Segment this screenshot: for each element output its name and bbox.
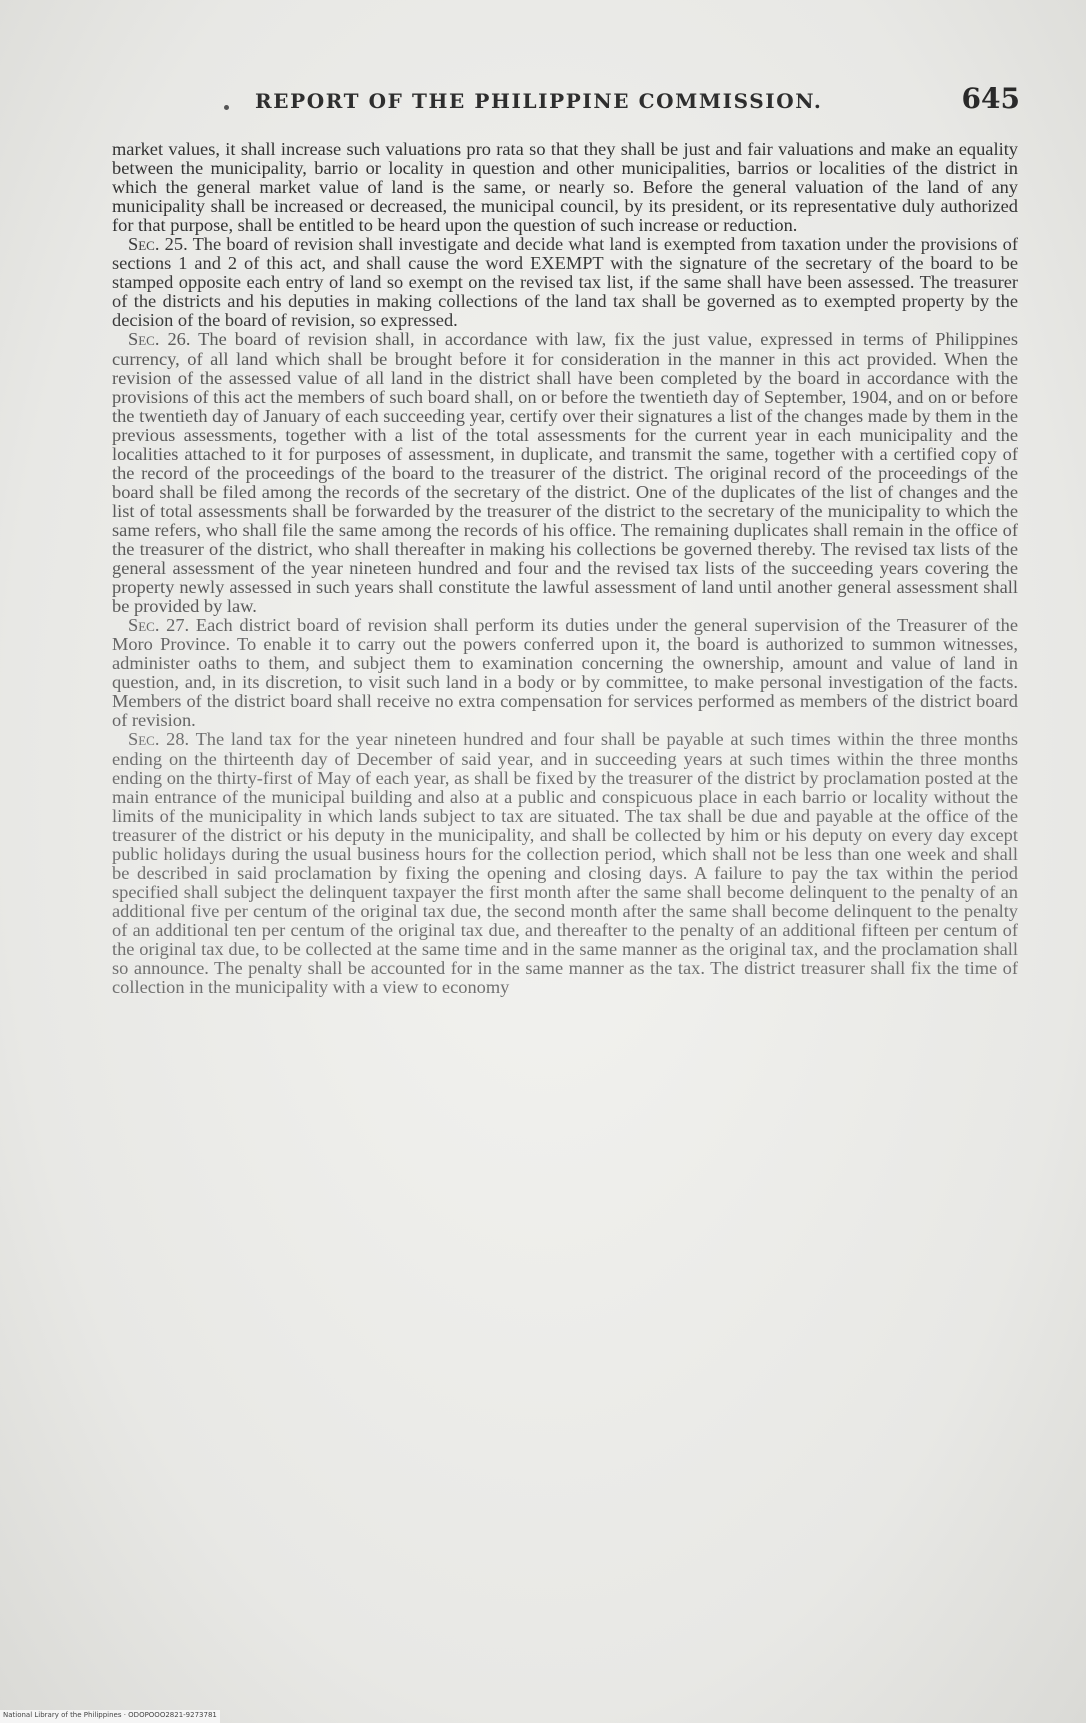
- report-title: REPORT OF THE PHILIPPINE COMMISSION.: [255, 89, 823, 113]
- header-dot: [224, 105, 229, 110]
- page-number: 645: [961, 82, 1020, 115]
- body-text: [112, 140, 1018, 997]
- paragraph-continued: [112, 140, 1018, 235]
- paragraph-text: The land tax for the year nineteen hundred and four shall be payable at such times within the three months ending on the thirteenth day of December of said year, and in succeeding years at such times within the three months ending on the thirty-first of May of each year, as shall be fixed by the treasurer of the district by proclamation posted at the main entrance of the municipal building and also at a public and conspicuous place in each barrio or locality without the limits of the municipality in which lands subject to tax are situated. The tax shall be due and payable at the office of the treasurer of the district or his deputy in the municipality, and shall be collected by him or his deputy on every day except public holidays during the usual business hours for the collection period, which shall not be less than one week and shall be described in said proclamation by fixing the opening and closing days. A failure to pay the tax within the period specified shall subject the delinquent taxpayer the first month after the same shall become delinquent to the penalty of an additional five per centum of the original tax due, the second month after the same shall become delinquent to the penalty of an additional ten per centum of the original tax due, and thereafter to the penalty of an additional fifteen per centum of the original tax due, to be collected at the same time and in the same manner as the original tax, and the proclamation shall so announce. The penalty shall be accounted for in the same manner as the tax. The district treasurer shall fix the time of collection in the municipality with a view to economy: [112, 729, 1018, 998]
- paragraph-section-27: [112, 616, 1018, 730]
- source-footer: National Library of the Philippines · ODOPOOO2821-9273781: [0, 1710, 220, 1723]
- paragraph-text: The board of revision shall investigate and decide what land is exempted from taxation under the provisions of sections 1 and 2 of this act, and shall cause the word EXEMPT with the signature of the secretary of the board to be stamped opposite each entry of land so exempt on the revised tax list, if the same shall have been assessed. The treasurer of the districts and his deputies in making collections of the land tax shall be governed as to exempted property by the decision of the board of revision, so expressed.: [112, 234, 1018, 331]
- section-label: Sec. 27.: [128, 615, 190, 636]
- section-label: Sec. 26.: [128, 329, 191, 350]
- paragraph-section-28: [112, 730, 1018, 997]
- page-header: [255, 82, 1020, 115]
- paragraph-section-25: [112, 235, 1018, 330]
- paragraph-text: The board of revision shall, in accordance with law, fix the just value, expressed in terms of Philippines currency, of all land which shall be brought before it for consideration in the manner in this act provided. When the revision of the assessed value of all land in the district shall have been completed by the board in accordance with the provisions of this act the members of such board shall, on or before the twentieth day of September, 1904, and on or before the twentieth day of January of each succeeding year, certify over their signatures a list of the changes made by them in the previous assessments, together with a list of the total assessments for the current year in each municipality and the localities attached to it for purposes of assessment, in duplicate, and transmit the same, together with a certified copy of the record of the proceedings of the board to the treasurer of the district. The original record of the proceedings of the board shall be filed among the records of the secretary of the district. One of the duplicates of the list of changes and the list of total assessments shall be forwarded by the treasurer of the district to the secretary of the municipality to which the same refers, who shall file the same among the records of his office. The remaining duplicates shall remain in the office of the treasurer of the district, who shall thereafter in making his collections be governed thereby. The revised tax lists of the general assessment of the year nineteen hundred and four and the revised tax lists of the succeeding years covering the property newly assessed in such years shall constitute the lawful assessment of land until another general assessment shall be provided by law.: [112, 329, 1019, 617]
- paragraph-text: market values, it shall increase such valuations pro rata so that they shall be just and fair valuations and make an equality between the municipality, barrio or locality in question and other municipalities, barrios or localities of the district in which the general market value of land is the same, or nearly so. Before the general valuation of the land of any municipality shall be increased or decreased, the municipal council, by its president, or its representative duly authorized for that purpose, shall be entitled to be heard upon the question of such increase or reduction.: [112, 139, 1018, 236]
- paragraph-section-26: [112, 330, 1018, 616]
- paragraph-text: Each district board of revision shall perform its duties under the general supervision of the Treasurer of the Moro Province. To enable it to carry out the powers conferred upon it, the board is authorized to summon witnesses, administer oaths to them, and subject them to examination concerning the ownership, amount and value of land in question, and, in its discretion, to visit such land in a body or by committee, to make personal investigation of the facts. Members of the district board shall receive no extra compensation for services performed as members of the district board of revision.: [112, 615, 1018, 731]
- section-label: Sec. 28.: [128, 729, 190, 750]
- section-label: Sec. 25.: [128, 234, 188, 255]
